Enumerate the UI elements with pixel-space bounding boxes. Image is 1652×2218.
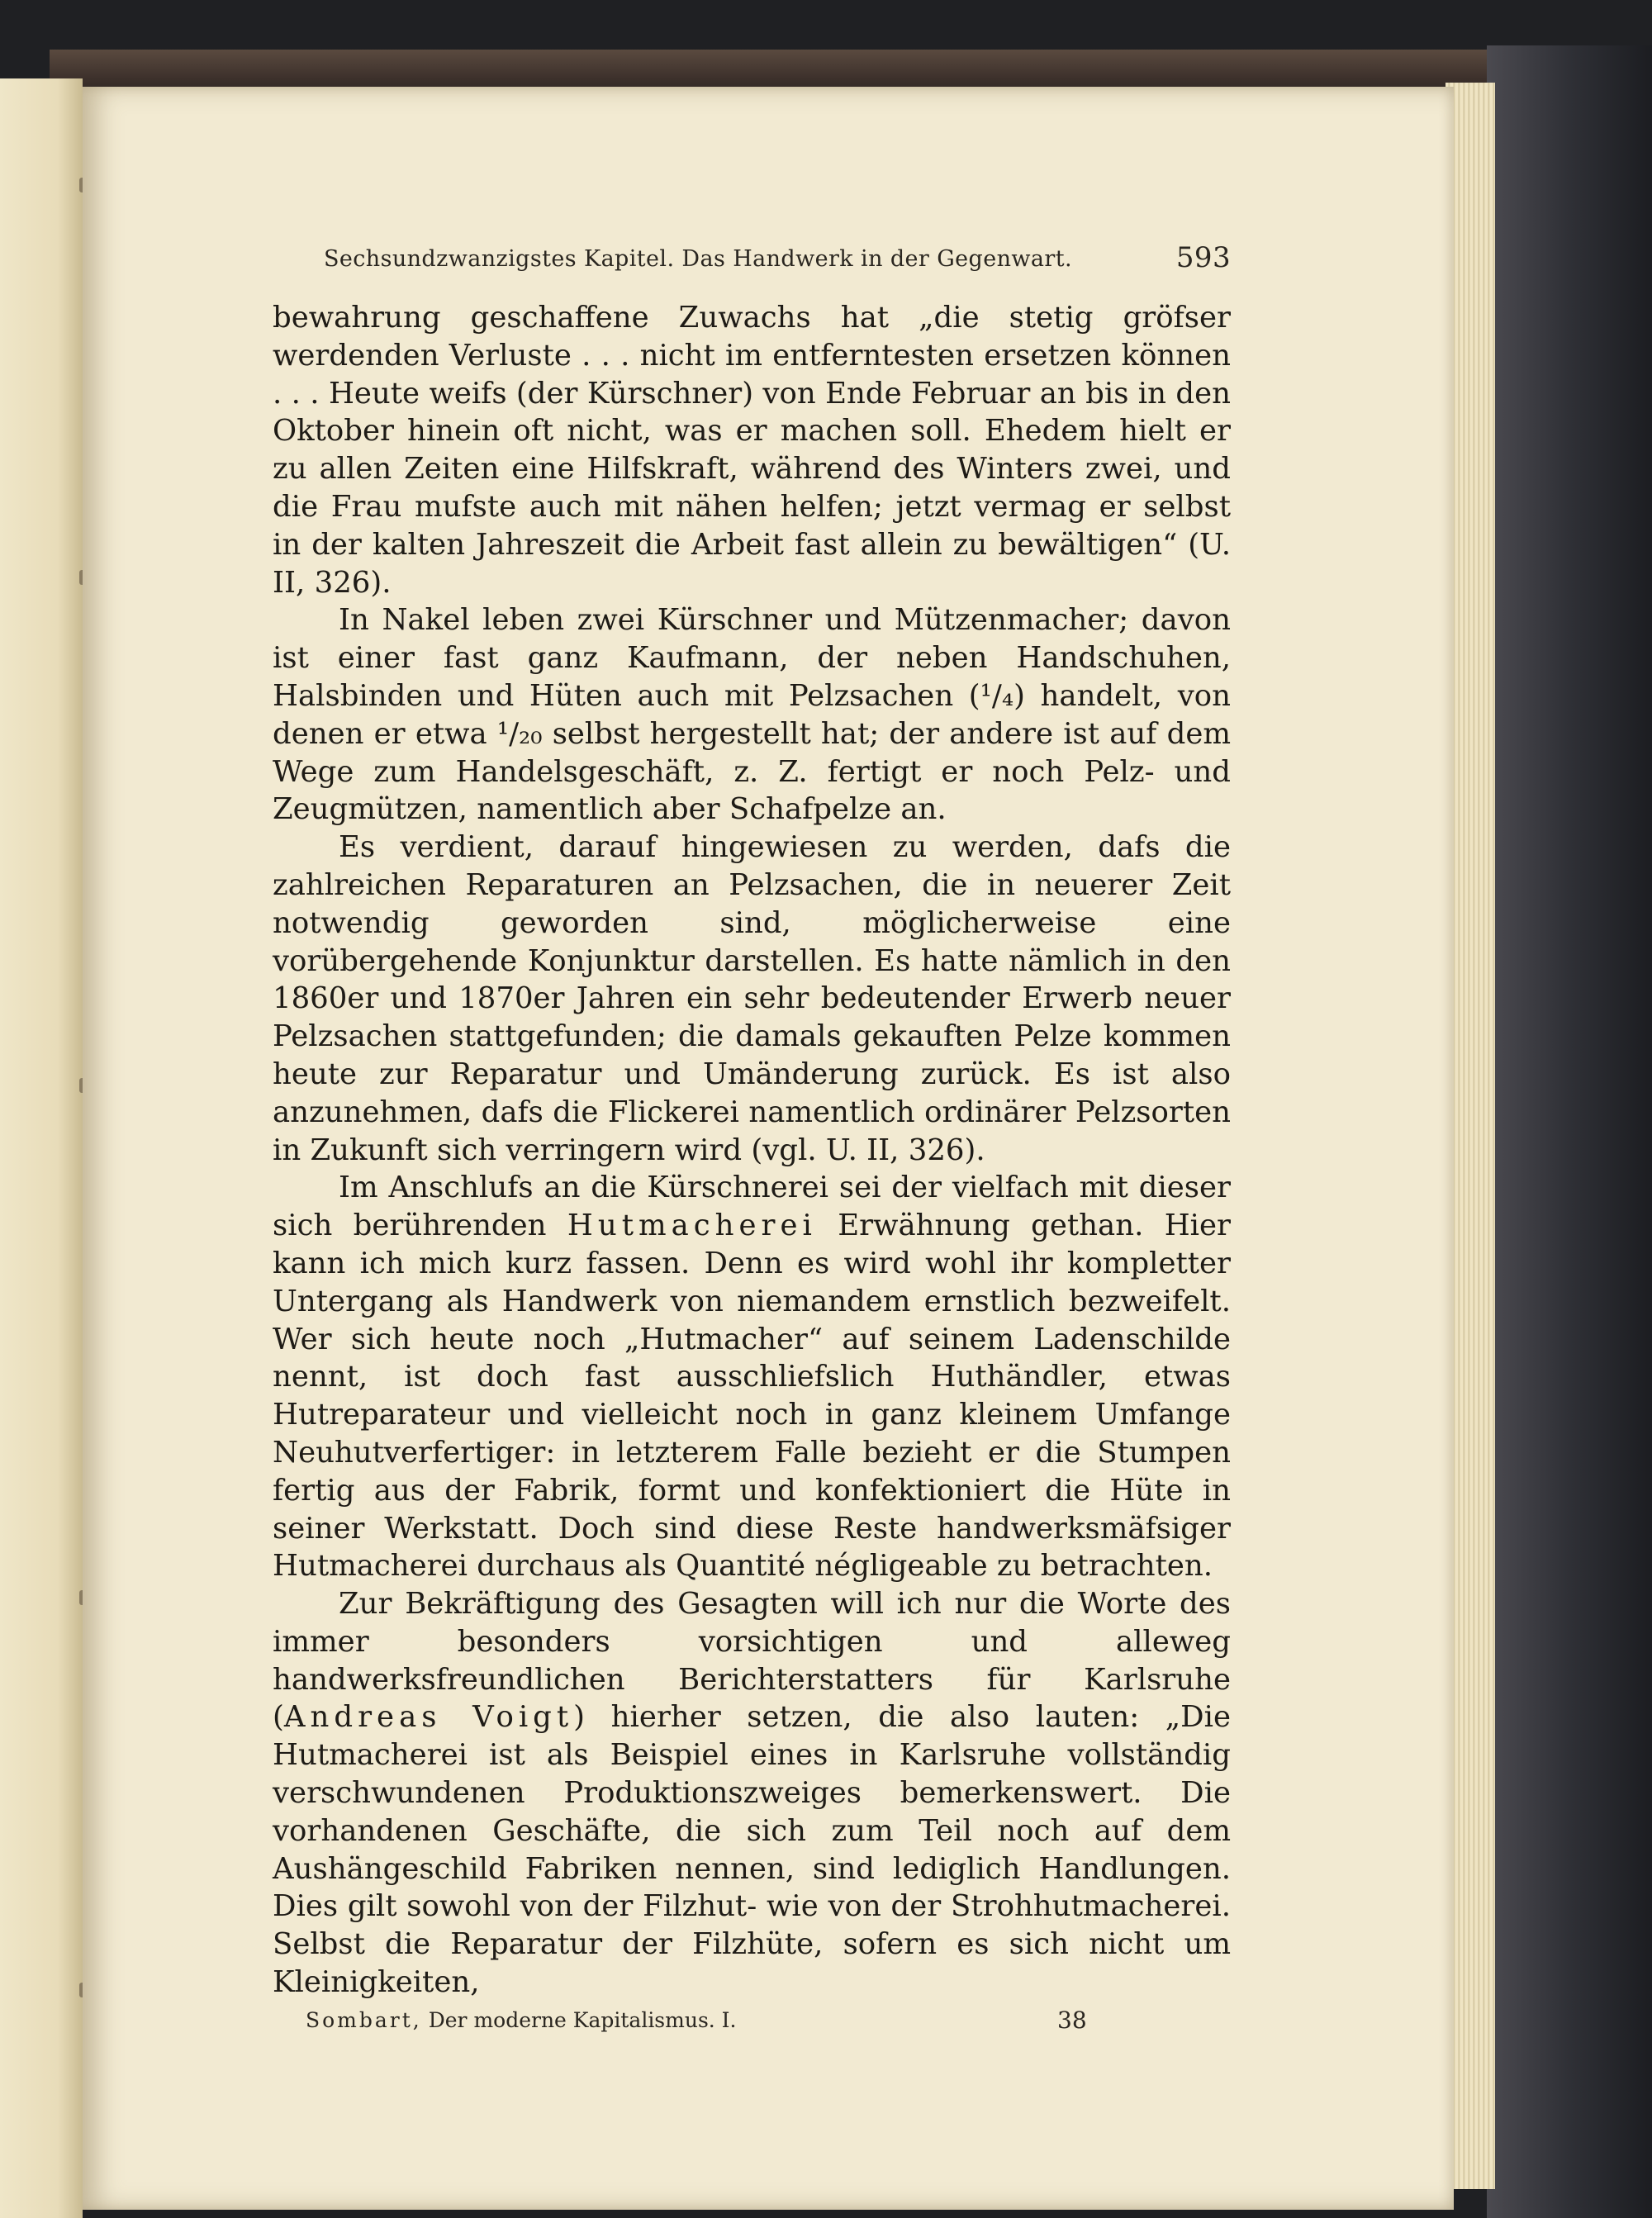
text-segment: Es verdient, darauf hingewiesen zu werden, dafs die zahlreichen Reparaturen an Pelzsachen, die in neuerer Zeit notwendig geworden sind, möglicherweise eine vorübergehende Konjunktur darstellen. Es hatte nämlich in den 1860er und 1870er Jahren ein sehr bedeutender Erwerb neuer Pelzsachen stattgefunden; die damals gekauften Pelze kommen heute zur Reparatur und Umänderung zurück. Es ist also anzunehmen, dafs die Flickerei namentlich ordinärer Pelzsorten in Zukunft sich verringern wird (vgl. U. II, 326). <box>273 830 1231 1167</box>
text-segment: bewahrung geschaffene Zuwachs hat „die stetig gröfser werdenden Verluste . . . nicht im entferntesten ersetzen können . . . Heute weifs (der Kürschner) von Ende Februar an bis in den Oktober hinein oft nicht, was er machen soll. Ehedem hielt er zu allen Zeiten eine Hilfskraft, während des Winters zwei, und die Frau mufste auch mit nähen helfen; jetzt vermag er selbst in der kalten Jahreszeit die Arbeit fast allein zu bewältigen“ (U. II, 326). <box>273 301 1231 600</box>
body-text <box>273 299 1231 2002</box>
page-number: 593 <box>1175 241 1231 274</box>
running-header <box>273 240 1231 281</box>
footer-citation <box>306 2008 737 2032</box>
text-segment: Erwähnung gethan. Hier kann ich mich kurz fassen. Denn es wird wohl ihr kompletter Untergang als Handwerk von niemandem ernstlich bezweifelt. Wer sich heute noch „Hutmacher“ auf seinem Ladenschilde nennt, ist doch fast ausschliefslich Huthändler, etwas Hutreparateur und vielleicht noch in ganz kleinem Umfange Neuhutverfertiger: in letzterem Falle bezieht er die Stumpen fertig aus der Fabrik, formt und konfektioniert die Hüte in seiner Werkstatt. Doch sind diese Reste handwerksmäfsiger Hutmacherei durchaus als Quantité négligeable zu betrachten. <box>273 1209 1231 1584</box>
page-text-block <box>273 240 1231 2040</box>
paragraph <box>273 601 1231 829</box>
book-cover-edge <box>1487 45 1652 2218</box>
text-segment: ) hierher setzen, die also lauten: „Die Hutmacherei ist als Beispiel eines in Karlsruhe vollständig verschwundenen Produktionszweiges bemerkenswert. Die vorhandenen Geschäfte, die sich zum Teil noch auf dem Aushängeschild Fabriken nennen, sind lediglich Handlungen. Dies gilt sowohl von der Filzhut- wie von der Strohhutmacherei. Selbst die Reparatur der Filzhüte, sofern es sich nicht um Kleinigkeiten, <box>273 1700 1232 2000</box>
page-footer <box>273 2007 1231 2040</box>
left-page-edge <box>0 78 83 2218</box>
signature-mark: 38 <box>1057 2006 1087 2034</box>
paragraph <box>273 1169 1231 1585</box>
paragraph <box>273 299 1231 601</box>
spaced-emphasis: Hutmacherei <box>567 1209 817 1243</box>
footer-author: Sombart, <box>306 2007 422 2032</box>
text-segment: Zur Bekräftigung des Gesagten will ich nur die Worte des immer besonders vorsichtigen und alleweg handwerksfreundlichen Berichterstatters für Karlsruhe ( <box>273 1587 1231 1735</box>
running-title: Sechsundzwanzigstes Kapitel. Das Handwerk in der Gegenwart. <box>324 246 1072 272</box>
spaced-emphasis: Andreas Voigt <box>283 1700 574 1735</box>
footer-title: Der moderne Kapitalismus. I. <box>428 2007 737 2032</box>
text-segment: In Nakel leben zwei Kürschner und Mützenmacher; davon ist einer fast ganz Kaufmann, der neben Handschuhen, Halsbinden und Hüten auch mit Pelzsachen (¹/₄) handelt, von denen er etwa ¹/₂₀ selbst hergestellt hat; der andere ist auf dem Wege zum Handelsgeschäft, z. Z. fertigt er noch Pelz- und Zeugmützen, namentlich aber Schafpelze an. <box>273 603 1231 827</box>
paragraph <box>273 1585 1231 2002</box>
paragraph <box>273 829 1231 1169</box>
text-segment: Im Anschlufs an die Kürschnerei sei der vielfach mit dieser sich berührenden <box>273 1171 1231 1243</box>
